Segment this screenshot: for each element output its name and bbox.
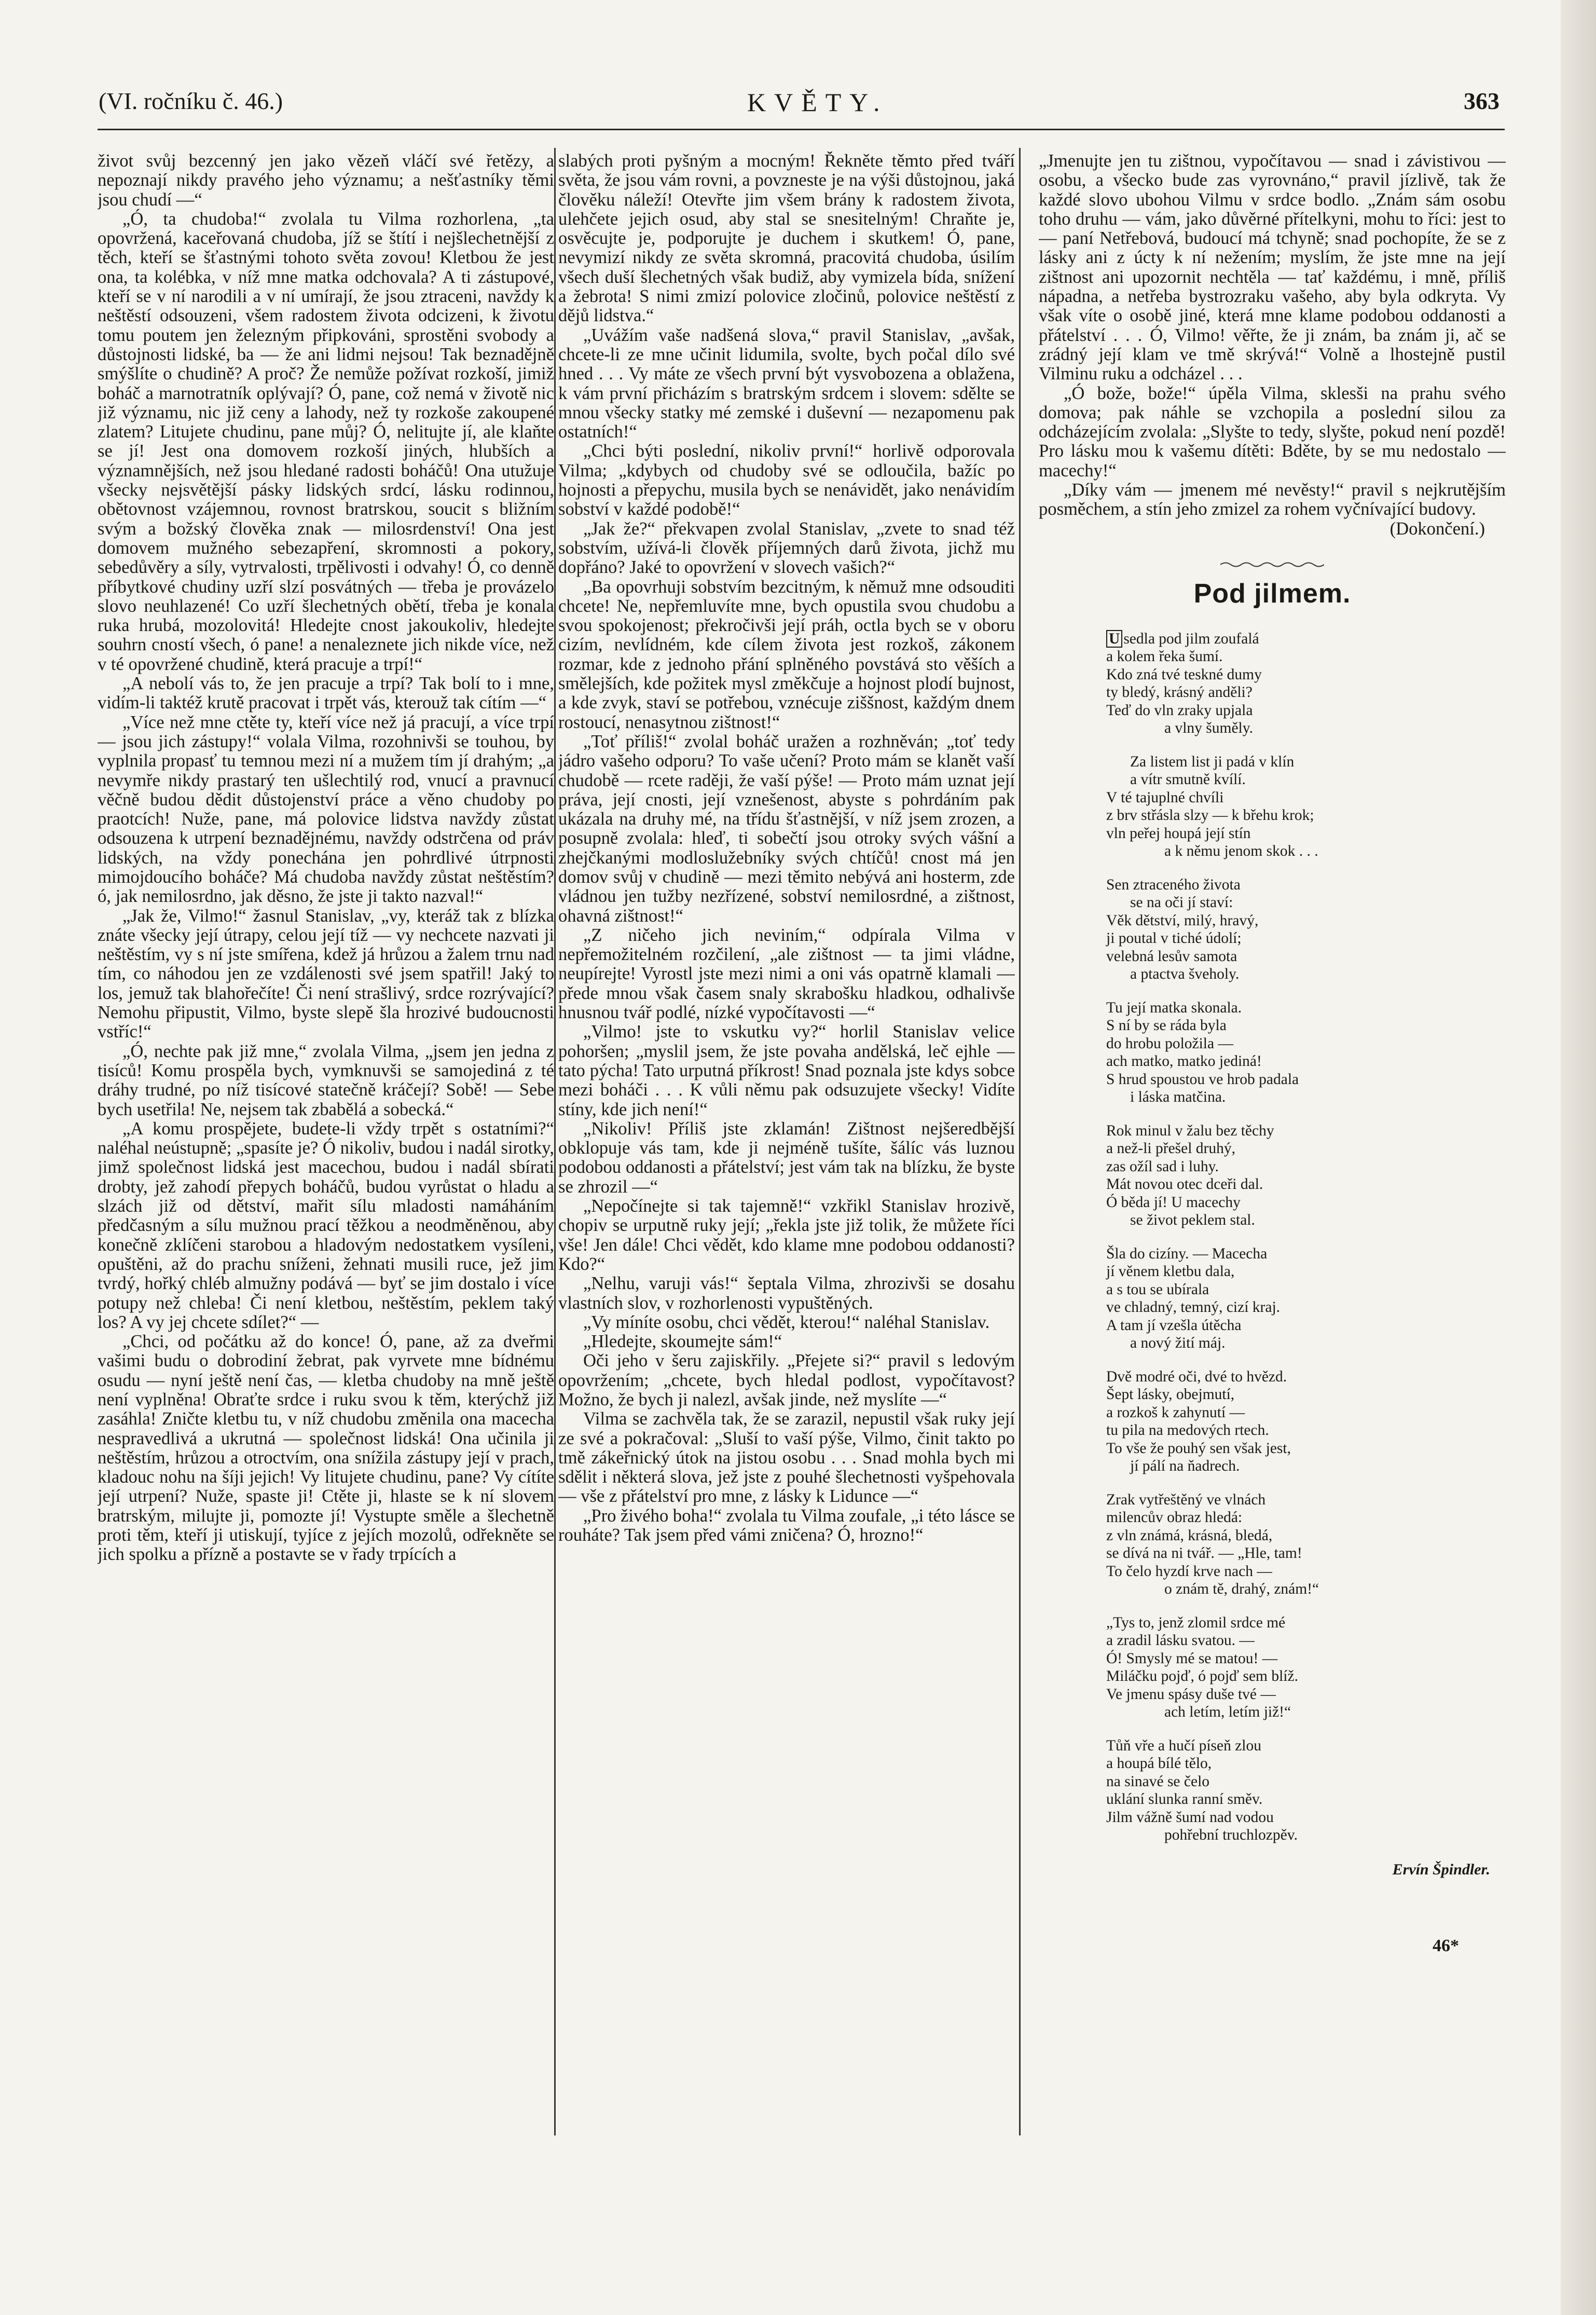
poem-line: Ó! Smysly mé se matou! — xyxy=(1106,1650,1278,1667)
column-divider xyxy=(554,148,556,2135)
paragraph: „Jak že?“ překvapen zvolal Stanislav, „zvete to snad též sobstvím, užívá-li člověk příjemných darů života, jichž mu dopřáno? Jaké to opovržení v slovech vašich?“ xyxy=(558,518,1015,578)
poem-line: Zrak vytřeštěný ve vlnách xyxy=(1106,1491,1266,1508)
poem-line: ji poutal v tiché údolí; xyxy=(1106,930,1242,947)
volume-label: (VI. ročníku č. 46.) xyxy=(99,88,283,114)
poem-line: Šept lásky, obejmutí, xyxy=(1106,1386,1235,1403)
poem-line: sedla pod jilm zoufalá xyxy=(1123,630,1259,647)
paragraph: život svůj bezcenný jen jako vězeň vláčí své řetězy, a nepoznají nikdy pravého jeho významu; a nešťastníky těmi jsou chudí —“ xyxy=(98,152,554,210)
poem-line: Za listem list ji padá v klín xyxy=(1130,753,1295,770)
poem-stanza xyxy=(1106,1614,1506,1721)
poem-line: Ó běda jí! U macechy xyxy=(1106,1194,1241,1211)
ornamental-divider xyxy=(1039,553,1506,560)
poem-line: S ní by se ráda byla xyxy=(1106,1017,1227,1034)
poem-line: Ve jmenu spásy duše tvé — xyxy=(1106,1686,1276,1703)
poem-title: Pod jilmem. xyxy=(1193,578,1351,609)
journal-title: KVĚTY. xyxy=(747,88,888,117)
poem-line: a nový žití máj. xyxy=(1130,1335,1226,1352)
poem-stanza xyxy=(1106,1368,1506,1475)
poem-line: o znám tě, drahý, znám!“ xyxy=(1164,1581,1319,1598)
poem-stanza xyxy=(1106,999,1506,1106)
poem-line: Věk dětství, milý, hravý, xyxy=(1106,912,1259,929)
poem-line: se dívá na ni tvář. — „Hle, tam! xyxy=(1106,1545,1302,1562)
poem xyxy=(1039,630,1506,1844)
page-edge xyxy=(1561,0,1596,2315)
paragraph: „Nepočínejte si tak tajemně!“ vzkřikl Stanislav hrozivě, chopiv se urputně ruky její; „řekla jste již tolik, že můžete říci vše! Jen dále! Chci vědět, kdo klame mne podobou oddanosti? Kdo?“ xyxy=(558,1196,1015,1274)
paragraph: „Nelhu, varuji vás!“ šeptala Vilma, zhrozivši se dosahu vlastních slov, v rozhorlenosti vypuštěných. xyxy=(558,1273,1015,1313)
poem-line: vln peřej houpá její stín xyxy=(1106,825,1251,842)
poem-line: jí věnem kletbu dala, xyxy=(1106,1263,1235,1280)
poem-line: ty bledý, krásný anděli? xyxy=(1106,684,1253,701)
poem-line: „Tys to, jenž zlomil srdce mé xyxy=(1106,1614,1286,1631)
drop-cap: U xyxy=(1106,630,1122,648)
poem-line: a vlny šuměly. xyxy=(1164,720,1253,737)
paragraph: „Chci, od počátku až do konce! Ó, pane, až za dveřmi vašimi budu o dobrodiní žebrat, pak vyrvete mne bídnému osudu — nyní ještě není čas, — kletba chudoby na mně ještě není vyplněna! Obraťte srdce i ruku svou k těm, kterýchž již zasáhla! Zničte kletbu tu, v níž chudobu změnila ona macecha nespravedlivá a ukrutná — společnost lidská! Ona učinila ji neštěstím, hrůzou a otroctvím, ona snížila zástupy její v prach, kladouc nohu na šíji jejich! Vy litujete chudinu, pane? Vy cítíte její utrpení? Nuže, spaste ji! Ctěte ji, hlaste se k ní slovem bratrským, milujte ji, pomozte jí! Vystupte směle a šlechetně proti těm, kteří ji utiskují, tyjíce z jejích mozolů, odřekněte se jich spolku a přízně a postavte se v řady trpících a xyxy=(98,1332,554,1565)
poem-stanza xyxy=(1106,876,1506,983)
paragraph: „Chci býti poslední, nikoliv první!“ horlivě odporovala Vilma; „kdybych od chudoby své se odloučila, bažíc po hojnosti a přepychu, musila bych se nenávidět, jako nenávidím sobství v každé podobě!“ xyxy=(558,441,1015,519)
poem-line: V té tajuplné chvíli xyxy=(1106,789,1224,806)
poem-line: a s tou se ubírala xyxy=(1106,1281,1209,1298)
poem-line: Tůň vře a hučí píseň zlou xyxy=(1106,1737,1262,1754)
page-number: 363 xyxy=(1464,88,1499,114)
paragraph: slabých proti pyšným a mocným! Řekněte těmto před tváří světa, že jsou vám rovni, a povzneste je na výši důstojnou, jaká člověku náleží! Otevřte jim všem brány k radostem života, ulehčete jejich osud, aby stal se snesitelným! Chraňte je, osvěcujte je, podporujte je duchem i skutkem! Ó, pane, nevymizí nikdy ze světa skromná, pracovitá chudoba, úsilím všech duší šlechetných však budiž, aby vymizela bída, snížení a žebrota! S nimi zmizí polovice zločinů, polovice neštěstí z dějů lidstva.“ xyxy=(558,152,1015,326)
author-signature: Ervín Špindler. xyxy=(1392,1860,1490,1878)
poem-stanza xyxy=(1106,753,1506,860)
poem-stanza xyxy=(1106,630,1506,737)
poem-line: uklání slunka ranní směv. xyxy=(1106,1791,1263,1808)
poem-line: a ptactva šveholy. xyxy=(1130,966,1240,983)
paragraph: „Jak že, Vilmo!“ žasnul Stanislav, „vy, kteráž tak z blízka znáte všecky její útrapy, celou její tíž — vy nechcete nazvati ji neštěstím, vy s ní jste smířena, kdež já hrůzou a žalem trnu nad tím, co náhodou jen ze vzdálenosti své jsem spatřil! Jaký to los, jemuž tak blahořečíte! Či není strašlivý, srdce rozrývající? Nemohu připustit, Vilmo, byste slepě šla hrozivé budoucnosti vstříc!“ xyxy=(98,906,554,1042)
poem-line: z vln známá, krásná, bledá, xyxy=(1106,1527,1273,1544)
poem-line: se život peklem stal. xyxy=(1130,1212,1255,1229)
poem-line: A tam jí vzešla útěcha xyxy=(1106,1317,1242,1334)
poem-line: a než-li přešel druhý, xyxy=(1106,1140,1236,1157)
paragraph: „A komu prospějete, budete-li vždy trpět s ostatními?“ naléhal neústupně; „spasíte je? Ó nikoliv, budou i nadál sirotky, jimž společnost lidská jest macechou, budou i nadál sbírati drobty, jež zahodí přepych boháčů, budou vyrůstat o hladu a slzách již od dětství, mařit sílu mladosti namáháním předčasným a sílu mužnou prací těžkou a neodměněnou, aby konečně zklíčeni starobou a hladovým nedostatkem vysíleni, opuštěni, až do prachu sníženi, žehnati musili ruce, jež jim tvrdý, hořký chléb almužny podává — byť se jim dostalo i více potupy než chleba! Či není kletbou, neštěstím, peklem taký los? A vy jej chcete sdílet?“ — xyxy=(98,1118,554,1332)
paragraph: „Více než mne ctěte ty, kteří více než já pracují, a více trpí — jsou jich zástupy!“ volala Vilma, rozohnivši se touhou, by vyplnila propasť tu temnou mezi ní a mužem tím jí drahým; „a nevymře nikdy prastarý ten ušlechtilý rod, vnucí a pravnucí věčně budou dědit důstojenství práce a věno chudoby po praotcích! Nuže, pane, má polovice lidstva navždy zůstat odsouzena k utrpení beznadějnému, navždy odstrčena od práv lidských, na vždy ponechána jen pohrdlivé útrpnosti mimojdoucího boháče? Má chudoba navždy zůstat neštěstím? ó, jak nemilosrdno, jak děsno, že jste ji takto nazval!“ xyxy=(98,712,554,907)
poem-line: Mát novou otec dceři dal. xyxy=(1106,1176,1263,1193)
paragraph: „Vilmo! jste to vskutku vy?“ horlil Stanislav velice pohoršen; „myslil jsem, že jste povaha andělská, leč ejhle — tato pýcha! Tato urputná příkrost! Snad poznala jste kdys sobce mezi boháči . . . K vůli němu pak odsuzujete všecky! Vidíte stíny, kde jich není!“ xyxy=(558,1022,1015,1119)
paragraph: „Ó, nechte pak již mne,“ zvolala Vilma, „jsem jen jedna z tisíců! Komu prospěla bych, vymknuvši se samojediná z té dráhy trudné, po níž tisícové statečně kráčejí? Sobě! — Sebe bych usetřila! Ne, nejsem tak zbabělá a sobecká.“ xyxy=(98,1041,554,1119)
poem-line: i láska matčina. xyxy=(1130,1089,1226,1106)
poem-line: Šla do cizíny. — Macecha xyxy=(1106,1245,1268,1262)
paragraph: „Hledejte, skoumejte sám!“ xyxy=(583,1332,782,1352)
poem-line: ach letím, letím již!“ xyxy=(1164,1704,1291,1721)
poem-line: a houpá bílé tělo, xyxy=(1106,1755,1212,1772)
wavy-line-icon xyxy=(1220,561,1324,568)
poem-line: na sinavé se čelo xyxy=(1106,1773,1210,1790)
paragraph: „Ba opovrhuji sobstvím bezcitným, k němuž mne odsouditi chcete! Ne, nepřemluvíte mne, bych opustila svou chudobu a svou spokojenost; překročivši její práh, octla bych se v oboru cizím, nevlídném, kde cílem života jest rozkoš, zákonem rozmar, kde z jednoho přání splněného povstává sto věších a smělejších, kde požitek mysl změkčuje a hojnost plodí bujnost, a kde zvyk, staví se potřebou, vznécuje ziššnost, každým dnem rostoucí, nenasytnou zištnost!“ xyxy=(558,577,1015,732)
paragraph: „Toť příliš!“ zvolal boháč uražen a rozhněván; „toť tedy jádro vašeho odporu? To vaše učení? Proto mám se klanět vaší chudobě — rcete raději, že vaší pýše! — Proto mám uznat její práva, její cnosti, její vznešenost, abyste s pohrdáním pak ukázala na druhy mé, na třídu šťastnější, v níž jsem zrozen, a posupně zvolala: hleď, ti sobečtí jsou otroky svých vášní a zhejčkanými modloslužebníky svých chtíčů! cnost má jen domov svůj v chudině — mezi těmito nebývá ani hosterm, zde vládnou jen tužby nezřízené, sobství nemilosrdné, a zištnost, ohavná zištnost!“ xyxy=(558,731,1015,926)
poem-stanza xyxy=(1106,1737,1506,1844)
poem-line: Jilm vážně šumí nad vodou xyxy=(1106,1809,1274,1826)
paragraph: „Vy míníte osobu, chci vědět, kterou!“ naléhal Stanislav. xyxy=(583,1312,990,1332)
poem-line: Miláčku pojď, ó pojď sem blíž. xyxy=(1106,1668,1298,1685)
text-column-2 xyxy=(558,152,1015,2124)
poem-line: jí pálí na ňadrech. xyxy=(1130,1458,1240,1475)
paragraph: „Pro živého boha!“ zvolala tu Vilma zoufale, „i této lásce se rouháte? Tak jsem před vámi zničena? Ó, hrozno!“ xyxy=(558,1505,1015,1545)
paragraph: Oči jeho v šeru zajiskřily. „Přejete si?“ pravil s ledovým opovržením; „chcete, bych hledal podlost, vypočítavost? Možno, že bych ji nalezl, avšak jinde, než myslíte —“ xyxy=(558,1351,1015,1409)
poem-stanza xyxy=(1106,1491,1506,1598)
paragraph: „Ó bože, bože!“ úpěla Vilma, sklesši na prahu svého domova; pak náhle se vzchopila a poslední silou za odcházejícím zvolala: „Slyšte to tedy, slyšte, pokud není pozdě! Pro lásku mou k vašemu dítěti: Bděte, by se mu nedostalo — macechy!“ xyxy=(1039,383,1506,481)
paragraph: „Jmenujte jen tu zištnou, vypočítavou — snad i závistivou — osobu, a všecko bude zas vyrovnáno,“ pravil jízlivě, tak že každé slovo ubohou Vilmu v srdce bodlo. „Znám sám osobu toho druhu — vám, jako důvěrné přítelkyni, mohu to říci: jest to — paní Netřebová, budoucí má tchyně; snad pochopíte, že se z lásky ani z úcty k ní nežením; myslím, že jste mne na její zištnost ani upozornit nechtěla — tať každému, i mně, příliš nápadna, a netřeba bystrozraku vašeho, aby byla odkryta. Vy však víte o osobě jiné, která mne klame podobou oddanosti a přátelství . . . Ó, Vilmo! věřte, že ji znám, ba znám ji, ač se zrádný její klam ve tmě skrývá!“ Volně a lhostejně pustil Vilminu ruku a odcházel . . . xyxy=(1039,152,1506,384)
poem-line: a zradil lásku svatou. — xyxy=(1106,1632,1255,1649)
poem-line: To čelo hyzdí krve nach — xyxy=(1106,1563,1272,1580)
poem-line: Teď do vln zraky upjala xyxy=(1106,702,1253,719)
poem-line: do hrobu položila — xyxy=(1106,1035,1233,1052)
poem-line: pohřební truchlozpěv. xyxy=(1164,1827,1298,1844)
paragraph: „Ó, ta chudoba!“ zvolala tu Vilma rozhorlena, „ta opovržená, kaceřovaná chudoba, jíž se štítí i nejšlechetnější z těch, kteří se šťastnými tohoto světa zovou! Kletbou že jest ona, ta kolébka, v níž mne matka odchovala? A ti zástupové, kteří se v ní narodili a v ní umírají, že jsou ztraceni, navždy k neštěstí odsouzeni, všem radostem života odcizeni, k životu tomu poutem jen železným připkováni, sprostěni svobody a důstojnosti lidské, ba — že ani lidmi nejsou! Tak beznadějně smýšlíte o chudině? A proč? Že nemůže požívat rozkoší, jimiž boháč a marnotratník oplývají? Ó, pane, což nemá v životě nic již významu, nic již ceny a lahody, než ty rozkoše zakoupené zlatem? Litujete chudinu, pane můj? Ó, nelitujte jí, ale klaňte se jí! Jest ona domovem rozkoší jiných, hlubších a významnějších, než jsou hledané radosti boháčů! Ona utužuje všecky nejsvětější pásky lidských srdcí, lásku rodinnou, obětovnost vzájemnou, rovnost bratrskou, soucit s bližním svým a božský člověka znak — milosrdenství! Ona jest domovem mužného sebezapření, skromnosti a pokory, sebedůvěry a síly, vytrvalosti, trpělivosti i odvahy! Ó, co denně příbytkové chudiny uzří slzí posvátných — třeba je provázelo slovo neuhlazené! Co uzří šlechetných obětí, třeba je konala ruka hrubá, mozolovitá! Hledejte cnost jakoukoliv, hledejte souhrn cností všech, ó pane! a nenaleznete jich nikde více, než v té opovržené chudině, která pracuje a trpí!“ xyxy=(98,209,554,674)
poem-line: zas oží‌l sad i luhy. xyxy=(1106,1158,1219,1175)
poem-line: a rozkoš k zahynutí — xyxy=(1106,1404,1245,1421)
poem-line: tu pila na medových rtech. xyxy=(1106,1422,1269,1439)
text-column-1 xyxy=(98,152,554,2124)
poem-line: Tu její matka skonala. xyxy=(1106,999,1242,1016)
poem-line: se na oči jí staví: xyxy=(1130,894,1233,911)
poem-line: a k němu jenom skok . . . xyxy=(1164,843,1318,860)
poem-line: To vše že pouhý sen však jest, xyxy=(1106,1440,1291,1457)
paragraph: „A nebolí vás to, že jen pracuje a trpí? Tak bolí to i mne, vidím-li taktéž krutě pracovat i trpět vás, kterouž tak cítím —“ xyxy=(98,674,554,713)
paragraph: „Uvážím vaše nadšená slova,“ pravil Stanislav, „avšak, chcete-li ze mne učinit lidumila, svolte, bych počal dílo své hned . . . Vy máte ze všech první být vysvobozena a oblažena, k vám první přicházím s bratrským srdcem i slovem: sdělte se mnou všecky statky mé zemské i duševní — nezapomenu pak ostatních!“ xyxy=(558,325,1015,442)
poem-line: Kdo zná tvé teskné dumy xyxy=(1106,666,1262,683)
poem-line: Sen ztraceného života xyxy=(1106,876,1241,893)
poem-line: velebná lesův samota xyxy=(1106,948,1237,965)
poem-line: a kolem řeka šumí. xyxy=(1106,648,1223,665)
poem-stanza xyxy=(1106,1245,1506,1352)
continuation-note: (Dokončení.) xyxy=(1389,518,1485,539)
page-header xyxy=(99,78,1499,125)
poem-line: z brv střásla slzy — k břehu krok; xyxy=(1106,807,1314,824)
paragraph: „Z ničeho jich neviním,“ odpírala Vilma v nepřemožitelném rozčilení, „ale zištnost — ta jimi vládne, neupírejte! Vyrostl jste mezi nimi a oni vás opatrně klamali — přede mnou však časem snaly skrabošku hladkou, odhalivše hnusnou tvář podlé, nízké vypočítavosti —“ xyxy=(558,925,1015,1023)
poem-line: milencův obraz hledá: xyxy=(1106,1509,1243,1526)
paragraph: „Díky vám — jmenem mé nevěsty!“ pravil s nejkrutějším posměchem, a stín jeho zmizel za rohem vyčnívající budovy. xyxy=(1039,480,1506,519)
poem-line: Rok minul v žalu bez těchy xyxy=(1106,1122,1274,1139)
poem-line: ve chladný, temný, cizí kraj. xyxy=(1106,1299,1281,1316)
poem-line: S hrud spoustou ve hrob padala xyxy=(1106,1071,1299,1088)
poem-line: a vítr smutně kvílí. xyxy=(1130,771,1246,788)
text-column-3 xyxy=(1039,152,1506,2124)
paragraph: Vilma se zachvěla tak, že se zarazil, nepustil však ruky její ze své a pokračoval: „Sluší to vaší pýše, Vilmo, činit takto po tmě zákeřnický útok na jistou osobu . . . Snad mohla bych mi sdělit i některá slova, jež jste z pouhé šlechetnosti vyšpehovala — vše z přátelství pro mne, z lásky k Lidunce —“ xyxy=(558,1409,1015,1506)
paragraph: „Nikoliv! Příliš jste zklamán! Zištnost nejšeredbější obklopuje vás tam, kde ji nejméně tušíte, šálíc vás luznou podobou oddanosti a přátelství; jest vám tak na blízku, že byste se zhrozil —“ xyxy=(558,1118,1015,1197)
poem-stanza xyxy=(1106,1122,1506,1229)
signature-mark: 46* xyxy=(1433,1936,1459,1956)
column-divider xyxy=(1019,148,1021,2135)
header-rule xyxy=(98,129,1505,130)
poem-line: ach matko, matko jediná! xyxy=(1106,1053,1262,1070)
poem-line: Dvě modré oči, dvé to hvězd. xyxy=(1106,1368,1287,1385)
